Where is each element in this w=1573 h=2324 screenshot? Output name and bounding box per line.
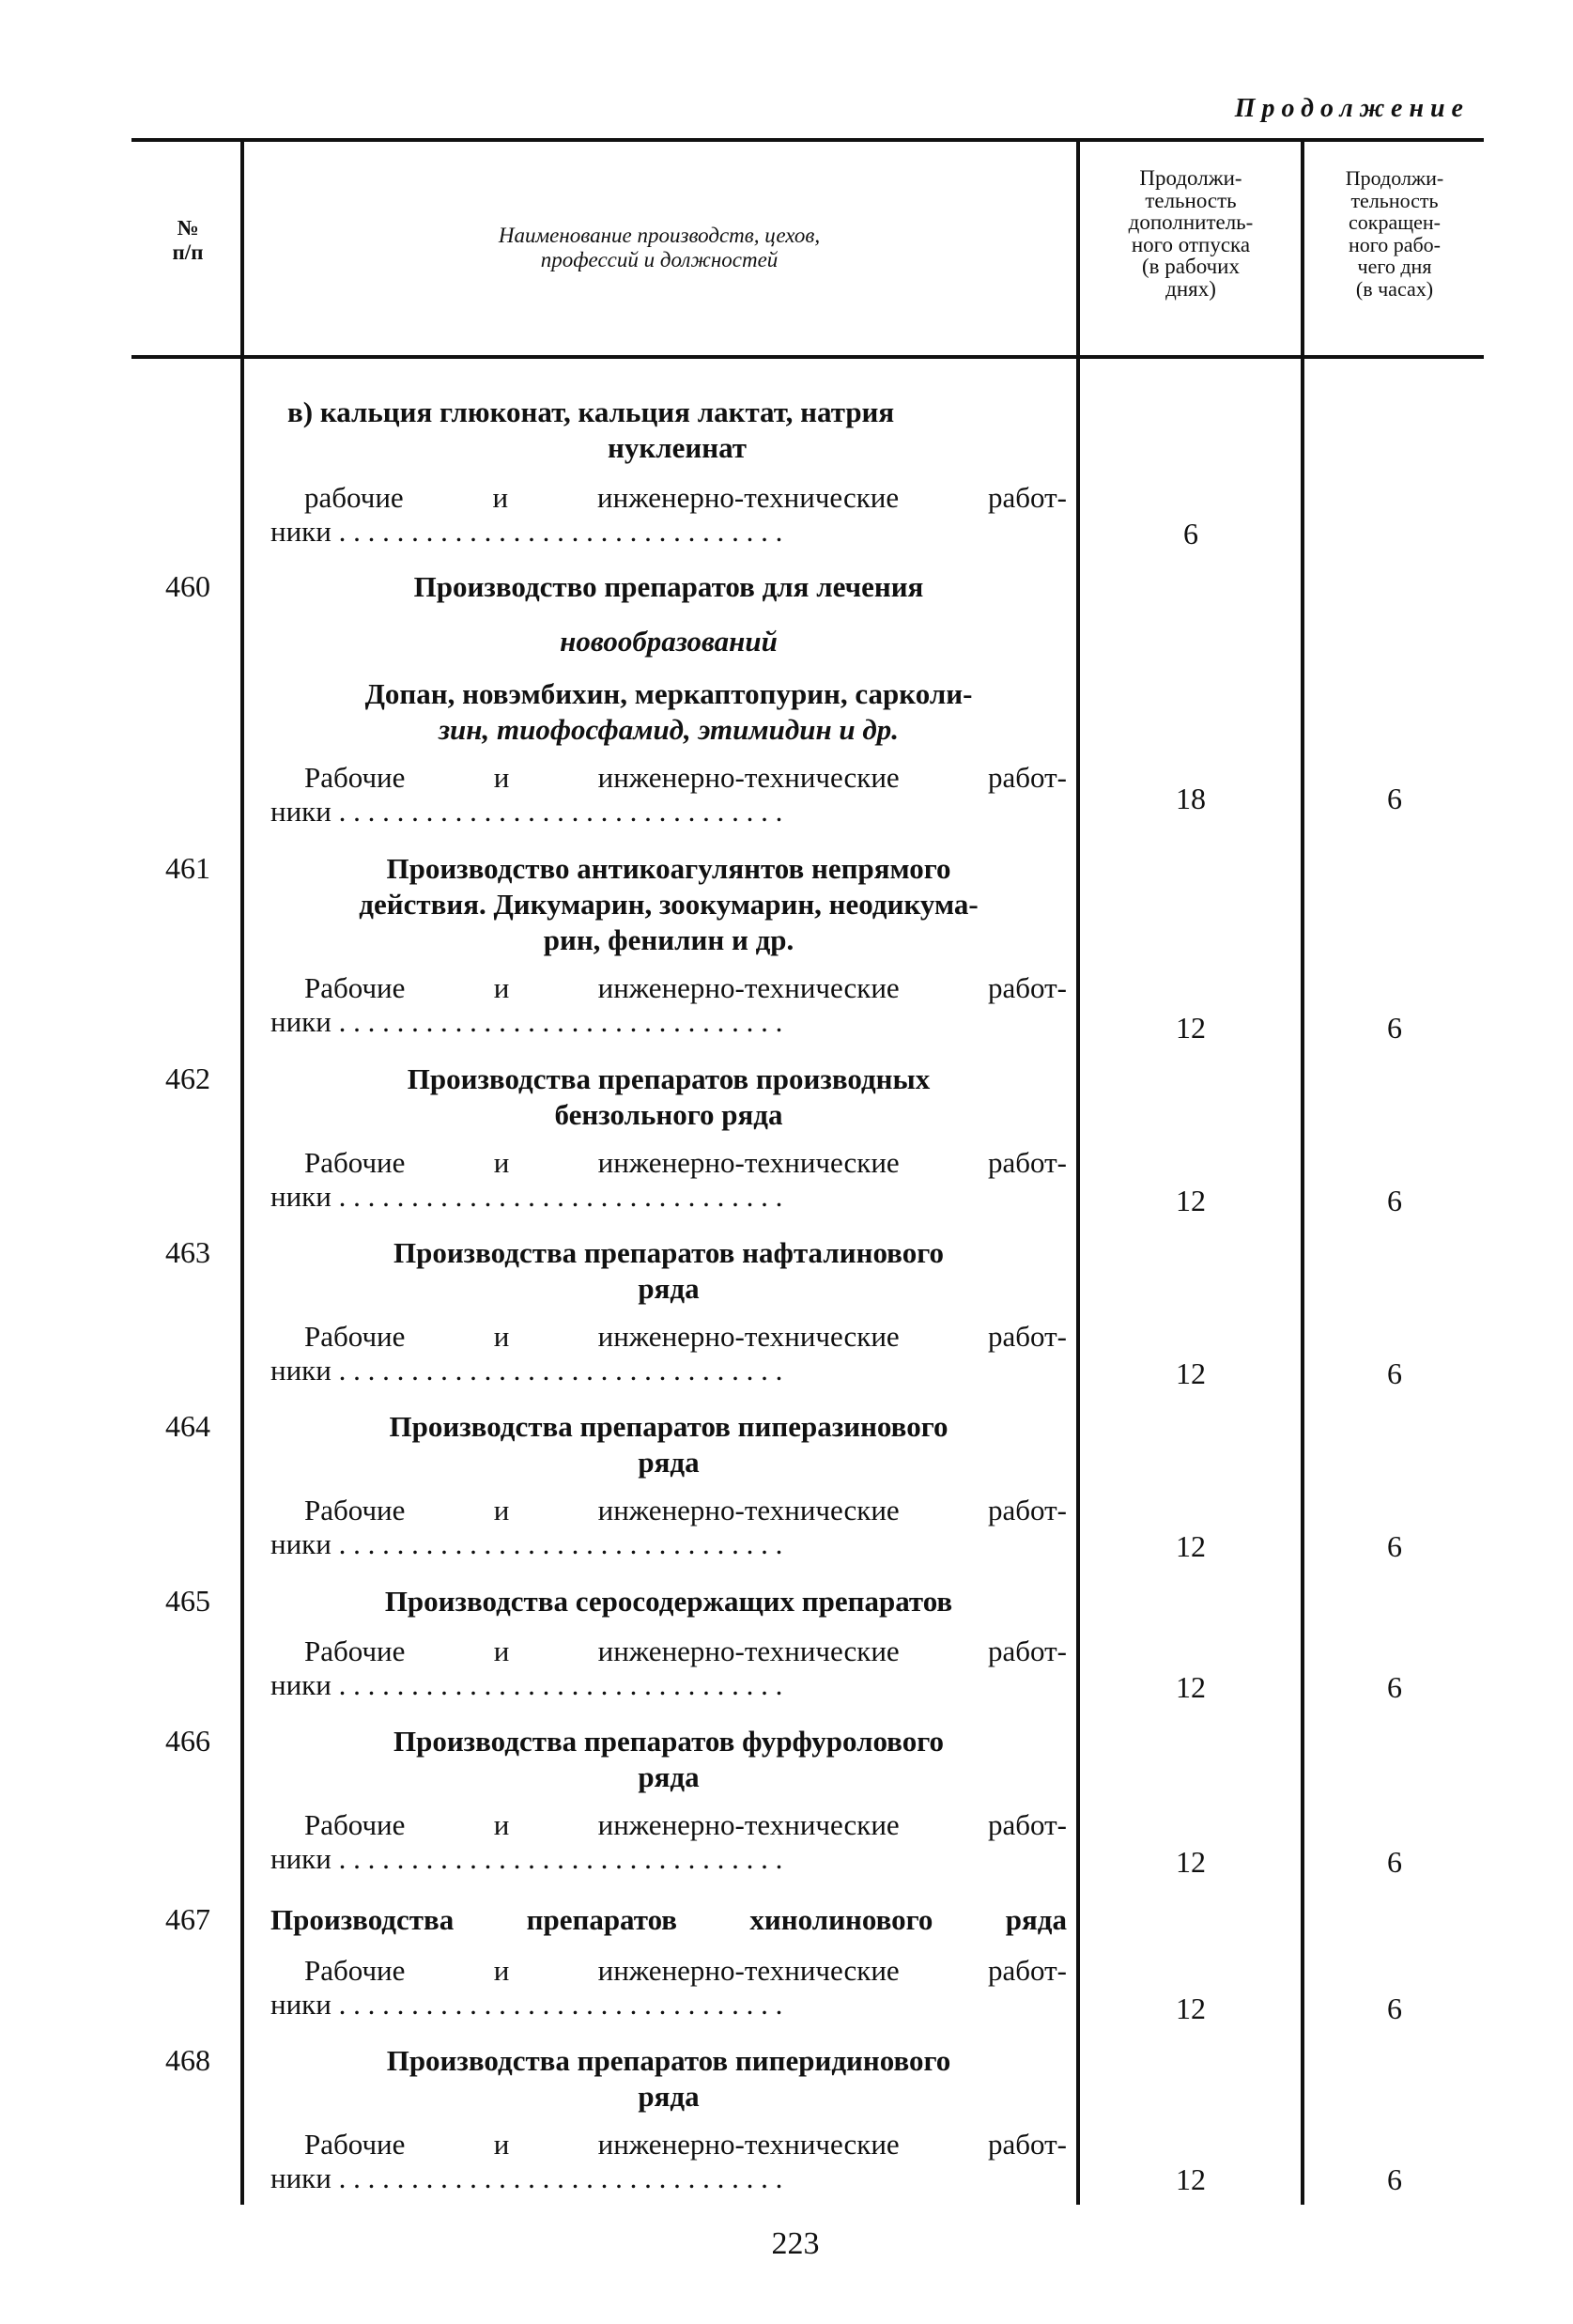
header-additional-leave: Продолжи- тельность дополнитель- ного отпуска (в рабочих днях) [1128,166,1254,301]
row-number: 463 [165,1235,210,1269]
row-title: Производства препаратов нафталинового ряда [393,1236,945,1305]
row-workers: Рабочие и инженерно-технические работ- ники . . . . . . . . . . . . . . . . . . . . . . . . . . . . . . . [270,1954,1067,2021]
leader-dots: . . . . . . . . . . . . . . . . . . . . . . . . . . . . . . . [331,515,783,548]
row-subtitle: Допан, новэмбихин, меркаптопурин, сарколи- зин, тиофосфамид, этимидин и др. [364,677,973,746]
short-hours: 6 [1387,1529,1402,1563]
leader-dots: . . . . . . . . . . . . . . . . . . . . . . . . . . . . . . . [331,1668,783,1701]
continued-label: Продолжение [1234,94,1470,123]
row-title: Производства препаратов фурфуролового ряда [393,1725,945,1793]
row-title-italic: новообразований [560,625,778,658]
leader-dots: . . . . . . . . . . . . . . . . . . . . . . . . . . . . . . . [331,1842,783,1875]
row-title: Производство антикоагулянтов непрямого действия. Дикумарин, зоокумарин, неодикума- рин, фенилин и др. [359,852,979,956]
row-number: 460 [165,569,210,603]
short-hours: 6 [1387,1991,1402,2025]
row-workers: Рабочие и инженерно-технические работ- ники . . . . . . . . . . . . . . . . . . . . . . . . . . . . . . . [270,1635,1067,1701]
leave-days: 6 [1183,517,1198,550]
row-title: Производства серосодержащих препаратов [384,1585,953,1618]
column-rule-1 [240,138,244,2205]
short-hours: 6 [1387,782,1402,815]
leave-days: 12 [1176,1356,1206,1390]
leader-dots: . . . . . . . . . . . . . . . . . . . . . . . . . . . . . . . [331,1527,783,1560]
short-hours: 6 [1387,1011,1402,1045]
leader-dots: . . . . . . . . . . . . . . . . . . . . . . . . . . . . . . . [331,1005,783,1038]
leave-days: 12 [1176,1184,1206,1217]
row-workers: Рабочие и инженерно-технические работ- ники . . . . . . . . . . . . . . . . . . . . . . . . . . . . . . . [270,1808,1067,1875]
row-title: Производства препаратов пиперазинового ряда [389,1410,948,1479]
row-workers: Рабочие и инженерно-технические работ- ники . . . . . . . . . . . . . . . . . . . . . . . . . . . . . . . [270,1320,1067,1387]
row-title: Производства препаратов производных бензольного ряда [407,1062,931,1131]
row-workers: рабочие и инженерно-технические работ- ники . . . . . . . . . . . . . . . . . . . . . . . . . . . . . . . [270,481,1067,548]
row-title: Производство препаратов для лечения [413,570,924,603]
short-hours: 6 [1387,1670,1402,1704]
row-workers: Рабочие и инженерно-технические работ- ники . . . . . . . . . . . . . . . . . . . . . . . . . . . . . . . [270,971,1067,1038]
leave-days: 12 [1176,2162,1206,2196]
row-number: 467 [165,1902,210,1936]
row-number: 464 [165,1409,210,1443]
row-number: 465 [165,1584,210,1618]
leave-days: 18 [1176,782,1206,815]
short-hours: 6 [1387,1845,1402,1879]
row-workers: Рабочие и инженерно-технические работ- ники . . . . . . . . . . . . . . . . . . . . . . . . . . . . . . . [270,761,1067,828]
row-workers: Рабочие и инженерно-технические работ- ники . . . . . . . . . . . . . . . . . . . . . . . . . . . . . . . [270,1494,1067,1560]
row-workers: Рабочие и инженерно-технические работ- ники . . . . . . . . . . . . . . . . . . . . . . . . . . . . . . . [270,2128,1067,2194]
row-title: Производства препаратов хинолинового ряда [270,1903,1067,1936]
row-workers: Рабочие и инженерно-технические работ- ники . . . . . . . . . . . . . . . . . . . . . . . . . . . . . . . [270,1146,1067,1213]
leader-dots: . . . . . . . . . . . . . . . . . . . . . . . . . . . . . . . [331,1354,783,1387]
row-number: 462 [165,1061,210,1095]
leave-days: 12 [1176,1991,1206,2025]
leave-days: 12 [1176,1011,1206,1045]
row-number: 468 [165,2043,210,2077]
header-short-day: Продолжи- тельность сокращен- ного рабо- чего дня (в часах) [1345,166,1444,301]
page-number: 223 [771,2226,820,2261]
short-hours: 6 [1387,1184,1402,1217]
column-rule-2 [1076,138,1080,2205]
column-rule-3 [1301,138,1304,2205]
row-title: Производства препаратов пиперидинового ряда [386,2044,951,2113]
leader-dots: . . . . . . . . . . . . . . . . . . . . . . . . . . . . . . . [331,2161,783,2194]
leader-dots: . . . . . . . . . . . . . . . . . . . . . . . . . . . . . . . [331,795,783,828]
leave-days: 12 [1176,1529,1206,1563]
row-title: в) кальция глюконат, кальция лактат, натрия нуклеинат [287,395,895,464]
row-number: 461 [165,851,210,885]
header-bottom-rule [131,355,1484,359]
leave-days: 12 [1176,1670,1206,1704]
leader-dots: . . . . . . . . . . . . . . . . . . . . . . . . . . . . . . . [331,1988,783,2021]
leader-dots: . . . . . . . . . . . . . . . . . . . . . . . . . . . . . . . [331,1180,783,1213]
short-hours: 6 [1387,2162,1402,2196]
short-hours: 6 [1387,1356,1402,1390]
header-number: № п/п [172,216,204,264]
header-name: Наименование производств, цехов, профессий и должностей [498,224,821,271]
leave-days: 12 [1176,1845,1206,1879]
row-number: 466 [165,1724,210,1758]
table-top-rule [131,138,1484,142]
